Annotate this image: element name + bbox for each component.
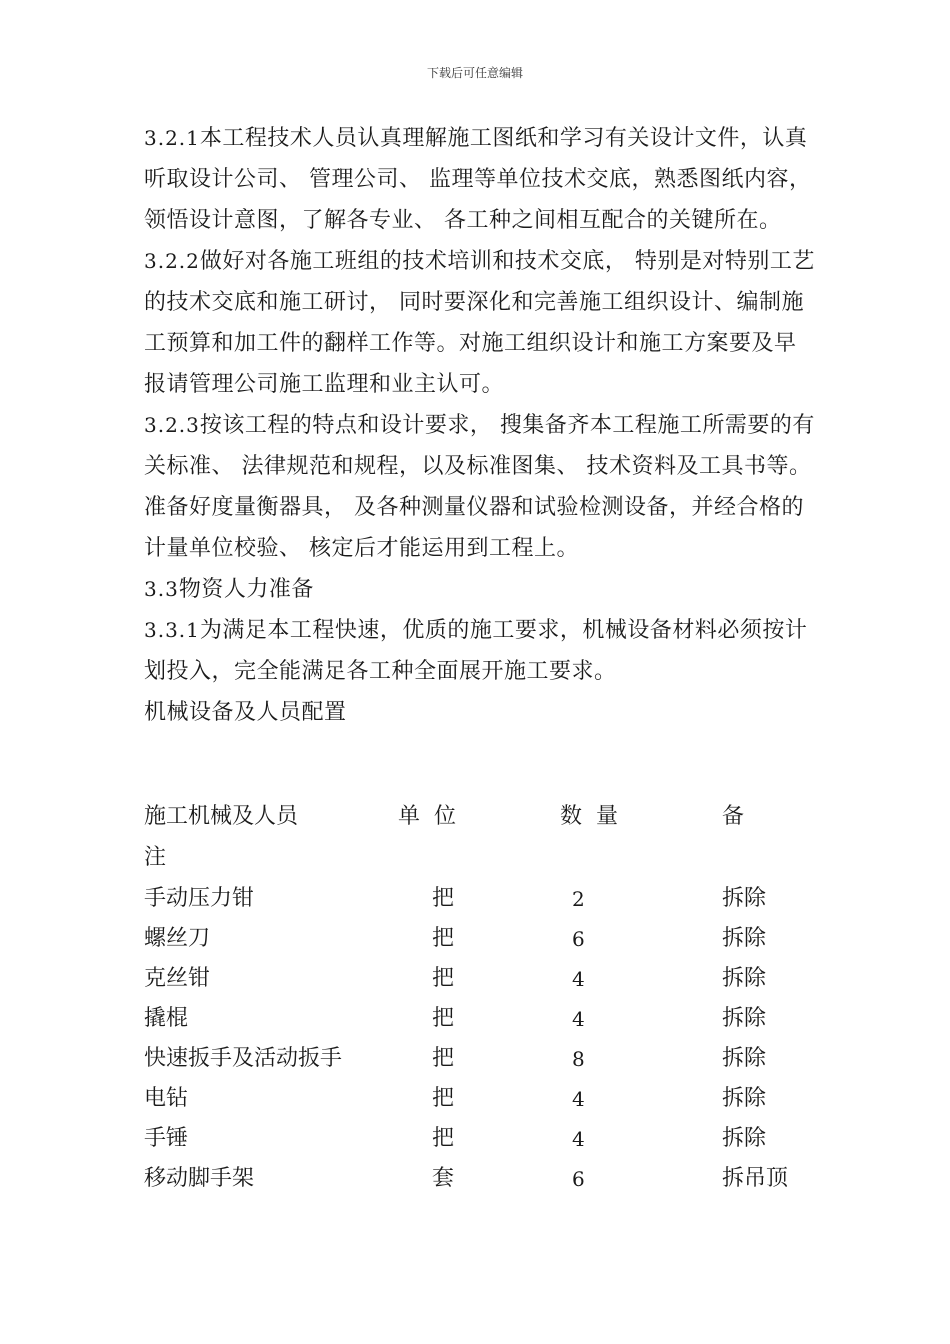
header-qty: 数 量	[560, 804, 618, 829]
paragraph-text: 为满足本工程快速，优质的施工要求，机械设备材料必须按计划投入，完全能满足各工种全面展开施工要求。	[144, 618, 808, 684]
cell-unit: 把	[432, 1046, 455, 1071]
table-row	[144, 1039, 844, 1079]
table-row	[144, 1079, 844, 1119]
paragraph-text: 本工程技术人员认真理解施工图纸和学习有关设计文件，认真听取设计公司、 管理公司、 监理等单位技术交底，熟悉图纸内容，领悟设计意图，了解各专业、 各工种之间相互配合的关键所在。	[144, 126, 812, 233]
cell-qty: 2	[572, 887, 585, 911]
cell-note: 拆除	[722, 1006, 767, 1031]
section-number: 3.2.1	[144, 126, 200, 150]
cell-note: 拆吊顶	[722, 1166, 789, 1191]
table-row	[144, 999, 844, 1039]
cell-unit: 把	[432, 926, 455, 951]
cell-name: 撬棍	[144, 1006, 189, 1031]
table-header-row	[144, 797, 844, 879]
section-number: 3.2.3	[144, 413, 200, 437]
document-body	[144, 118, 816, 1199]
cell-name: 克丝钳	[144, 966, 211, 991]
cell-unit: 把	[432, 886, 455, 911]
paragraph-3-3-1	[144, 610, 816, 692]
equipment-table	[144, 797, 844, 1199]
table-row	[144, 1119, 844, 1159]
table-row	[144, 1159, 844, 1199]
page-header: 下载后可任意编辑	[426, 66, 523, 80]
paragraph-3-2-1	[144, 118, 816, 241]
header-name: 施工机械及人员	[144, 804, 299, 829]
cell-name: 移动脚手架	[144, 1166, 255, 1191]
cell-note: 拆除	[722, 1086, 767, 1111]
cell-name: 手锤	[144, 1126, 189, 1151]
section-heading-3-3	[144, 569, 816, 610]
cell-qty: 4	[572, 1007, 585, 1031]
paragraph-text: 按该工程的特点和设计要求， 搜集备齐本工程施工所需要的有关标准、 法律规范和规程，以及标准图集、 技术资料及工具书等。准备好度量衡器具， 及各种测量仪器和试验检测设备，并经合格的计量单位校验、 核定后才能运用到工程上。	[144, 413, 815, 561]
cell-name: 快速扳手及活动扳手	[144, 1046, 343, 1071]
cell-unit: 把	[432, 1126, 455, 1151]
paragraph-text: 物资人力准备	[178, 577, 314, 602]
cell-qty: 8	[572, 1047, 585, 1071]
header-unit: 单 位	[398, 804, 456, 829]
cell-note: 拆除	[722, 1046, 767, 1071]
spacer	[144, 733, 816, 797]
paragraph-3-2-2	[144, 241, 816, 405]
cell-name: 螺丝刀	[144, 926, 211, 951]
cell-qty: 4	[572, 1087, 585, 1111]
cell-qty: 6	[572, 1167, 585, 1191]
cell-qty: 6	[572, 927, 585, 951]
header-note-wrap: 注	[144, 845, 167, 870]
table-row	[144, 959, 844, 999]
caption-text: 机械设备及人员配置	[144, 700, 347, 725]
cell-qty: 4	[572, 967, 585, 991]
cell-name: 手动压力钳	[144, 886, 255, 911]
cell-unit: 把	[432, 1086, 455, 1111]
cell-unit: 把	[432, 1006, 455, 1031]
table-caption	[144, 692, 816, 733]
cell-note: 拆除	[722, 926, 767, 951]
cell-note: 拆除	[722, 886, 767, 911]
cell-note: 拆除	[722, 966, 767, 991]
section-number: 3.2.2	[144, 249, 200, 273]
header-note: 备	[722, 804, 745, 829]
cell-unit: 套	[432, 1166, 455, 1191]
cell-unit: 把	[432, 966, 455, 991]
section-number: 3.3	[144, 577, 179, 601]
cell-qty: 4	[572, 1127, 585, 1151]
paragraph-text: 做好对各施工班组的技术培训和技术交底， 特别是对特别工艺的技术交底和施工研讨， 同时要深化和完善施工组织设计、编制施工预算和加工件的翻样工作等。对施工组织设计和施工方案要及早报请管理公司施工监理和业主认可。	[144, 249, 815, 397]
table-row	[144, 879, 844, 919]
cell-name: 电钻	[144, 1086, 189, 1111]
paragraph-3-2-3	[144, 405, 816, 569]
cell-note: 拆除	[722, 1126, 767, 1151]
table-row	[144, 919, 844, 959]
section-number: 3.3.1	[144, 618, 200, 642]
